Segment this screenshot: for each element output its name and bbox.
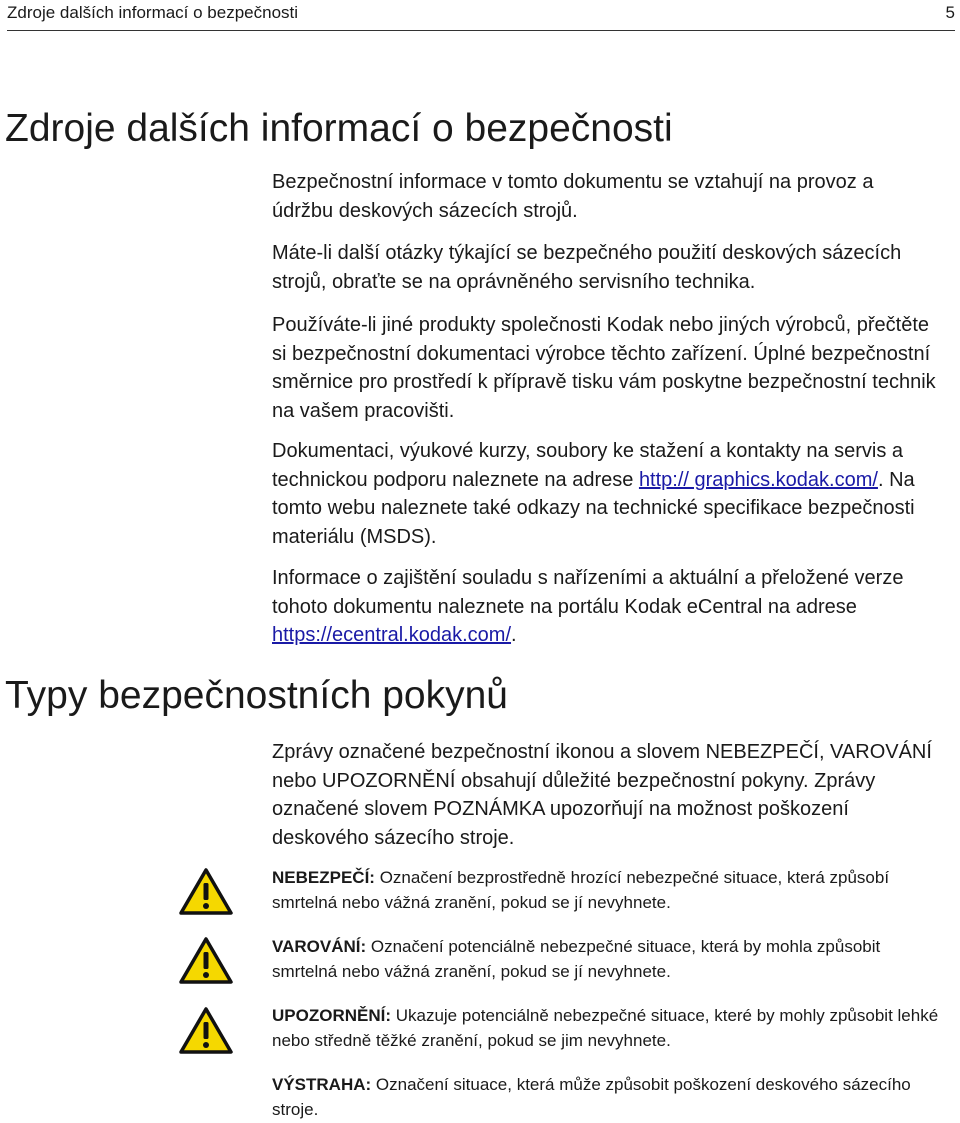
section-heading-types: Typy bezpečnostních pokynů [5,674,508,717]
paragraph-other-products: Používáte-li jiné produkty společnosti Kodak nebo jiných výrobců, přečtěte si bezpečnostní dokumentaci výrobce těchto zařízení. Úplné bezpečnostní směrnice pro prostředí k přípravě tisku vám poskytne bezpečnostní technik na vašem pracovišti. [272,314,936,422]
warning-triangle-icon [178,867,234,917]
warning-triangle-icon [178,1006,234,1056]
notice-warning-text: Označení potenciálně nebezpečné situace, která by mohla způsobit smrtelná nebo vážná zranění, pokud se jí nevyhnete. [272,937,881,981]
notice-notice [272,1073,940,1122]
paragraph-documentation-text: Dokumentaci, výukové kurzy, soubory ke stažení a kontakty na servis a technickou podporu naleznete na adrese [272,440,904,491]
graphics-kodak-link[interactable]: http:// graphics.kodak.com/ [638,468,878,491]
page-number: 5 [945,3,955,22]
section-heading-sources: Zdroje dalších informací o bezpečnosti [5,107,673,150]
running-header [7,2,955,31]
paragraph-scope: Bezpečnostní informace v tomto dokumentu se vztahují na provoz a údržbu deskových sázecích strojů. [272,171,874,222]
notice-warning-term: VAROVÁNÍ: [272,937,367,956]
notice-caution-term: UPOZORNĚNÍ: [272,1006,391,1025]
paragraph-types-intro: Zprávy označené bezpečnostní ikonou a slovem NEBEZPEČÍ, VAROVÁNÍ nebo UPOZORNĚNÍ obsahují důležité bezpečnostní pokyny. Zprávy označené slovem POZNÁMKA upozorňují na možnost poškození deskového sázecího stroje. [272,741,932,849]
ecentral-link[interactable]: https://ecentral.kodak.com/ [272,624,512,646]
warning-triangle-icon [178,936,234,986]
paragraph-regulatory [272,564,940,650]
notice-danger-term: NEBEZPEČÍ: [272,868,375,887]
notice-caution [272,1004,940,1053]
notice-notice-term: VÝSTRAHA: [272,1075,372,1094]
paragraph-regulatory-text: Informace o zajištění souladu s nařízeními a aktuální a přeložené verze tohoto dokumentu naleznete na portálu Kodak eCentral na adrese [272,567,904,618]
paragraph-documentation-text-end: . Na tomto webu naleznete také odkazy na technické specifikace bezpečnosti materiálu (MSDS). [272,468,915,548]
notice-caution-text: Ukazuje potenciálně nebezpečné situace, které by mohly způsobit lehké nebo středně těžké zranění, pokud se jim nevyhnete. [272,1006,939,1050]
notice-warning [272,935,940,984]
paragraph-documentation [272,437,940,551]
running-header-title: Zdroje dalších informací o bezpečnosti [7,3,299,22]
notice-danger [272,866,940,915]
notice-danger-text: Označení bezprostředně hrozící nebezpečné situace, která způsobí smrtelná nebo vážná zranění, pokud se jí nevyhnete. [272,868,890,912]
notice-notice-text: Označení situace, která může způsobit poškození deskového sázecího stroje. [272,1075,911,1119]
paragraph-regulatory-text-end: . [511,624,517,646]
paragraph-questions: Máte-li další otázky týkající se bezpečného použití deskových sázecích strojů, obraťte se na oprávněného servisního technika. [272,242,902,293]
